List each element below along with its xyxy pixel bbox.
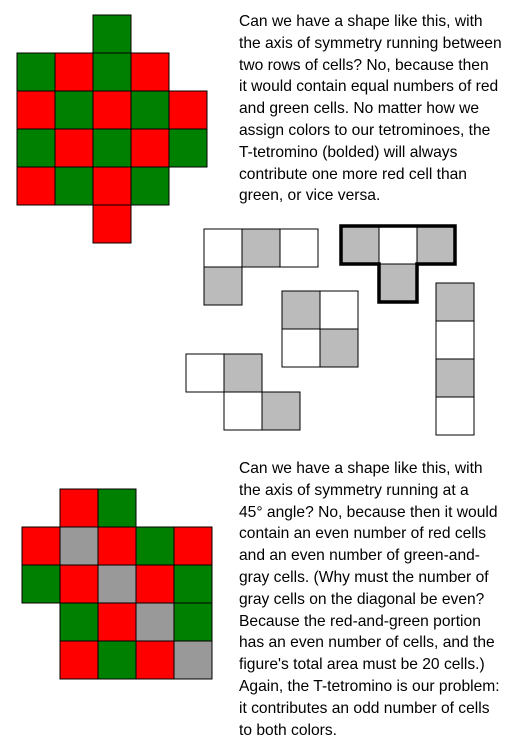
- text-line: has an even number of cells, and the: [239, 634, 495, 652]
- text-line: gray cells on the diagonal be even?: [239, 590, 485, 608]
- text-line: green, or vice versa.: [239, 187, 381, 205]
- text-line: two rows of cells? No, because then: [239, 56, 489, 74]
- text-line: Again, the T-tetromino is our problem:: [239, 677, 500, 695]
- white-cell: [379, 226, 417, 264]
- text-line: it would contain equal numbers of red: [239, 78, 499, 96]
- text-line: assign colors to our tetrominoes, the: [239, 121, 491, 139]
- gray-cell: [320, 329, 358, 367]
- white-cell: [186, 354, 224, 392]
- gray-cell: [204, 267, 242, 305]
- white-cell: [224, 392, 262, 430]
- gray-cell: [262, 392, 300, 430]
- tetromino-o: [282, 291, 358, 367]
- gray-cell: [242, 229, 280, 267]
- gray-cell: [436, 359, 474, 397]
- text-line: the axis of symmetry running between: [239, 34, 502, 52]
- text-line: Can we have a shape like this, with: [239, 460, 483, 477]
- gray-cell: [224, 354, 262, 392]
- text-line: Because the red-and-green portion: [239, 612, 481, 630]
- text-line: gray cells. (Why must the number of: [239, 568, 489, 586]
- text-line: figure's total area must be 20 cells.): [239, 656, 485, 674]
- white-cell: [280, 229, 318, 267]
- white-cell: [320, 291, 358, 329]
- text-line: contain an even number of red cells: [239, 525, 487, 543]
- text-line: the axis of symmetry running at a: [239, 481, 469, 499]
- gray-cell: [341, 226, 379, 264]
- gray-cell: [282, 291, 320, 329]
- text-line: contribute one more red cell than: [239, 165, 467, 183]
- text-line: and green cells. No matter how we: [239, 100, 480, 118]
- gray-cell: [379, 264, 417, 302]
- white-cell: [436, 321, 474, 359]
- tetromino-i: [436, 283, 474, 435]
- text-line: and an even number of green-and-: [239, 547, 481, 565]
- white-cell: [204, 229, 242, 267]
- gray-cell: [417, 226, 455, 264]
- white-cell: [436, 397, 474, 435]
- text-line: 45° angle? No, because then it would: [239, 503, 498, 521]
- text-line: T-tetromino (bolded) will always: [239, 143, 458, 161]
- gray-cell: [436, 283, 474, 321]
- text-line: Can we have a shape like this, with: [239, 13, 483, 30]
- text-line: it contributes an odd number of cells: [239, 699, 490, 717]
- white-cell: [282, 329, 320, 367]
- text-line: to both colors.: [239, 721, 337, 739]
